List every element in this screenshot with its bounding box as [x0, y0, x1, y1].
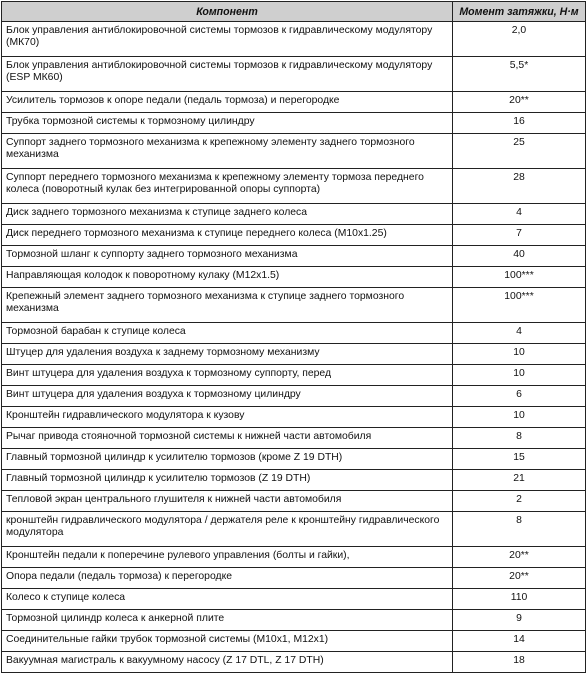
torque-cell: 10 — [453, 407, 586, 428]
torque-cell: 10 — [453, 365, 586, 386]
table-row — [2, 512, 586, 547]
component-cell: Тормозной цилиндр колеса к анкерной плите — [2, 610, 453, 631]
torque-cell: 110 — [453, 589, 586, 610]
torque-cell: 16 — [453, 113, 586, 134]
table-row — [2, 631, 586, 652]
component-cell: Тормозной шланг к суппорту заднего тормозного механизма — [2, 246, 453, 267]
table-row — [2, 134, 586, 169]
table-row — [2, 113, 586, 134]
torque-cell: 15 — [453, 449, 586, 470]
torque-table — [1, 1, 586, 673]
component-cell: Усилитель тормозов к опоре педали (педаль тормоза) и перегородке — [2, 92, 453, 113]
component-cell: Штуцер для удаления воздуха к заднему тормозному механизму — [2, 344, 453, 365]
component-cell: Главный тормозной цилиндр к усилителю тормозов (кроме Z 19 DTH) — [2, 449, 453, 470]
component-cell: Блок управления антиблокировочной системы тормозов к гидравлическому модулятору (МК70) — [2, 22, 453, 57]
torque-cell: 25 — [453, 134, 586, 169]
component-cell: Опора педали (педаль тормоза) к перегородке — [2, 568, 453, 589]
header-torque: Момент затяжки, Н·м — [453, 2, 586, 22]
component-cell: Суппорт заднего тормозного механизма к крепежному элементу заднего тормозного механизма — [2, 134, 453, 169]
table-row — [2, 22, 586, 57]
torque-cell: 2 — [453, 491, 586, 512]
component-cell: Винт штуцера для удаления воздуха к тормозному суппорту, перед — [2, 365, 453, 386]
table-row — [2, 568, 586, 589]
component-cell: Кронштейн гидравлического модулятора к кузову — [2, 407, 453, 428]
component-cell: Трубка тормозной системы к тормозному цилиндру — [2, 113, 453, 134]
torque-cell: 20** — [453, 92, 586, 113]
table-row — [2, 407, 586, 428]
torque-cell: 4 — [453, 323, 586, 344]
component-cell: Главный тормозной цилиндр к усилителю тормозов (Z 19 DTH) — [2, 470, 453, 491]
table-row — [2, 344, 586, 365]
table-row — [2, 323, 586, 344]
table-row — [2, 92, 586, 113]
table-row — [2, 204, 586, 225]
table-row — [2, 386, 586, 407]
torque-cell: 100*** — [453, 288, 586, 323]
component-cell: Рычаг привода стояночной тормозной системы к нижней части автомобиля — [2, 428, 453, 449]
component-cell: Кронштейн педали к поперечине рулевого управления (болты и гайки), — [2, 547, 453, 568]
torque-cell: 21 — [453, 470, 586, 491]
table-row — [2, 246, 586, 267]
table-row — [2, 365, 586, 386]
component-cell: Вакуумная магистраль к вакуумному насосу (Z 17 DTL, Z 17 DTH) — [2, 652, 453, 673]
table-row — [2, 589, 586, 610]
torque-cell: 18 — [453, 652, 586, 673]
component-cell: Тепловой экран центрального глушителя к нижней части автомобиля — [2, 491, 453, 512]
component-cell: Колесо к ступице колеса — [2, 589, 453, 610]
component-cell: Крепежный элемент заднего тормозного механизма к ступице заднего тормозного механизма — [2, 288, 453, 323]
table-body — [2, 22, 586, 673]
torque-cell: 40 — [453, 246, 586, 267]
component-cell: Блок управления антиблокировочной системы тормозов к гидравлическому модулятору (ESP МК60) — [2, 57, 453, 92]
component-cell: кронштейн гидравлического модулятора / держателя реле к кронштейну гидравлического модулятора — [2, 512, 453, 547]
table-row — [2, 57, 586, 92]
torque-cell: 8 — [453, 428, 586, 449]
torque-cell: 8 — [453, 512, 586, 547]
component-cell: Тормозной барабан к ступице колеса — [2, 323, 453, 344]
header-component: Компонент — [2, 2, 453, 22]
component-cell: Направляющая колодок к поворотному кулаку (M12x1.5) — [2, 267, 453, 288]
table-row — [2, 491, 586, 512]
torque-cell: 10 — [453, 344, 586, 365]
torque-cell: 28 — [453, 169, 586, 204]
component-cell: Суппорт переднего тормозного механизма к крепежному элементу тормоза переднего колеса (поворотный кулак без интегрированной опоры суппорта) — [2, 169, 453, 204]
table-header-row — [2, 2, 586, 22]
torque-cell: 100*** — [453, 267, 586, 288]
component-cell: Диск переднего тормозного механизма к ступице переднего колеса (M10x1.25) — [2, 225, 453, 246]
table-row — [2, 470, 586, 491]
torque-cell: 9 — [453, 610, 586, 631]
torque-cell: 5,5* — [453, 57, 586, 92]
torque-cell: 20** — [453, 568, 586, 589]
table-row — [2, 169, 586, 204]
table-row — [2, 610, 586, 631]
component-cell: Винт штуцера для удаления воздуха к тормозному цилиндру — [2, 386, 453, 407]
torque-cell: 4 — [453, 204, 586, 225]
table-row — [2, 267, 586, 288]
component-cell: Диск заднего тормозного механизма к ступице заднего колеса — [2, 204, 453, 225]
document-page — [1, 1, 585, 673]
torque-cell: 2,0 — [453, 22, 586, 57]
table-row — [2, 449, 586, 470]
torque-cell: 7 — [453, 225, 586, 246]
table-row — [2, 288, 586, 323]
table-row — [2, 652, 586, 673]
torque-cell: 20** — [453, 547, 586, 568]
torque-cell: 14 — [453, 631, 586, 652]
torque-cell: 6 — [453, 386, 586, 407]
table-row — [2, 547, 586, 568]
component-cell: Соединительные гайки трубок тормозной системы (M10x1, M12x1) — [2, 631, 453, 652]
table-row — [2, 428, 586, 449]
table-row — [2, 225, 586, 246]
